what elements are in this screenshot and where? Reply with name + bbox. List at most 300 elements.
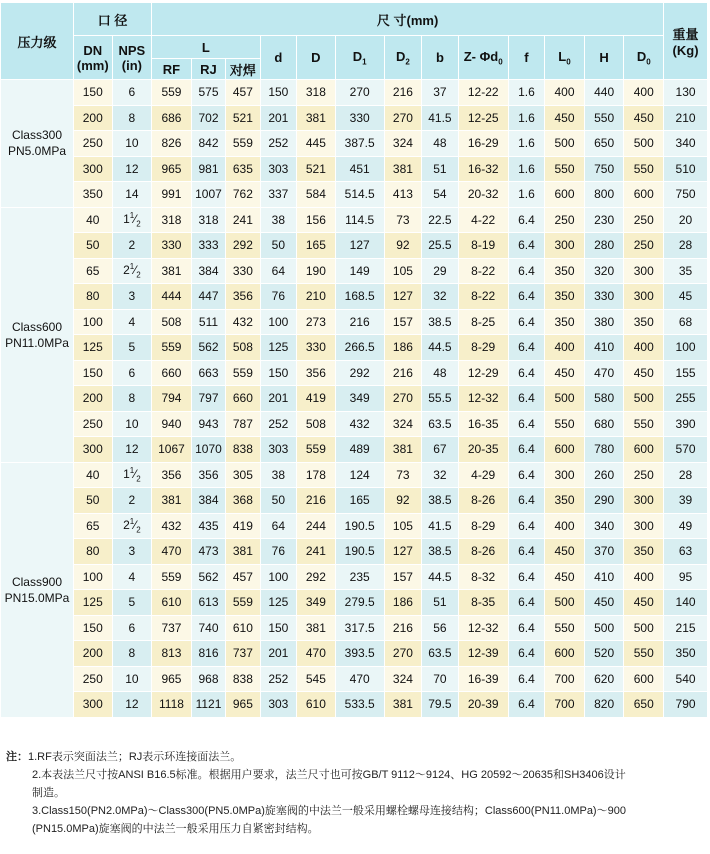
cell-d1: 266.5 [335,335,384,361]
cell-rf: 813 [152,641,192,667]
cell-dn: 125 [73,335,112,361]
table-row [1,131,708,157]
header-weight [664,3,708,80]
cell-d: 190 [297,258,336,284]
cell-d: 356 [297,360,336,386]
cell-b: 44.5 [422,335,458,361]
cell-z: 8-29 [458,335,508,361]
cell-weld: 457 [226,80,260,106]
cell-dn: 100 [73,564,112,590]
cell-nps [112,513,152,539]
cell-nps: 10 [112,411,152,437]
pressure-class-pn: PN5.0MPa [7,144,66,159]
cell-weld: 838 [226,437,260,463]
header-d-large: D [297,36,336,80]
cell-nps: 6 [112,80,152,106]
header-diameter-group: 口 径 [73,3,151,36]
cell-d: 252 [260,131,296,157]
cell-h: 230 [584,207,624,233]
header-weight-unit: (Kg) [672,43,699,58]
header-d1-sub: 1 [362,57,367,67]
cell-d: 241 [297,539,336,565]
cell-nps: 12 [112,692,152,718]
cell-f: 6.4 [508,564,544,590]
cell-z: 20-32 [458,182,508,208]
cell-h: 370 [584,539,624,565]
cell-h: 450 [584,590,624,616]
cell-d: 38 [260,207,296,233]
header-weight-label: 重量 [672,27,699,42]
cell-d0: 600 [624,182,664,208]
cell-nps: 8 [112,386,152,412]
header-z [458,36,508,80]
cell-b: 38.5 [422,488,458,514]
nps-fraction-denominator: 2 [136,219,141,229]
cell-d1: 393.5 [335,641,384,667]
cell-weld: 762 [226,182,260,208]
cell-l0: 550 [545,411,585,437]
cell-weld: 419 [226,513,260,539]
cell-d1: 330 [335,105,384,131]
cell-l0: 250 [545,207,585,233]
cell-nps: 3 [112,539,152,565]
cell-b: 55.5 [422,386,458,412]
nps-fraction-slash: ⁄ [134,212,137,227]
cell-d1: 533.5 [335,692,384,718]
cell-d: 292 [297,564,336,590]
cell-l0: 500 [545,386,585,412]
cell-l0: 600 [545,182,585,208]
cell-d: 150 [260,360,296,386]
header-nps-unit: (in) [121,57,142,73]
header-nps-label: NPS [118,42,146,58]
cell-l0: 350 [545,488,585,514]
cell-rf: 432 [152,513,192,539]
header-rf: RF [152,59,192,80]
cell-f: 6.4 [508,539,544,565]
cell-d: 303 [260,437,296,463]
cell-w: 570 [664,437,708,463]
table-row [1,615,708,641]
cell-h: 620 [584,666,624,692]
cell-nps: 2 [112,233,152,259]
cell-w: 255 [664,386,708,412]
cell-rj: 663 [191,360,225,386]
cell-w: 130 [664,80,708,106]
cell-h: 580 [584,386,624,412]
cell-f: 6.4 [508,437,544,463]
table-row [1,258,708,284]
cell-l0: 500 [545,590,585,616]
cell-dn: 100 [73,309,112,335]
cell-z: 12-32 [458,615,508,641]
cell-rj: 1121 [191,692,225,718]
cell-d: 470 [297,641,336,667]
cell-d: 100 [260,564,296,590]
cell-d0: 350 [624,309,664,335]
cell-nps: 4 [112,309,152,335]
cell-dn: 150 [73,80,112,106]
cell-nps [112,258,152,284]
cell-d0: 400 [624,564,664,590]
cell-weld: 381 [226,539,260,565]
cell-h: 290 [584,488,624,514]
cell-d1: 149 [335,258,384,284]
cell-d1: 190.5 [335,539,384,565]
cell-rj: 842 [191,131,225,157]
cell-f: 6.4 [508,258,544,284]
cell-b: 48 [422,131,458,157]
cell-d1: 127 [335,233,384,259]
cell-rf: 794 [152,386,192,412]
cell-rf: 470 [152,539,192,565]
cell-d0: 450 [624,105,664,131]
cell-d1: 432 [335,411,384,437]
header-d2-main: D [396,48,406,64]
cell-d1: 292 [335,360,384,386]
nps-fraction-slash: ⁄ [134,263,137,278]
cell-rf: 826 [152,131,192,157]
cell-f: 1.6 [508,80,544,106]
cell-d: 150 [260,615,296,641]
cell-d2: 381 [384,156,422,182]
cell-d: 50 [260,488,296,514]
cell-d: 318 [297,80,336,106]
cell-d0: 250 [624,462,664,488]
cell-f: 6.4 [508,411,544,437]
cell-dn: 350 [73,182,112,208]
header-d1 [335,36,384,80]
cell-w: 68 [664,309,708,335]
cell-w: 28 [664,233,708,259]
cell-h: 470 [584,360,624,386]
cell-d: 337 [260,182,296,208]
cell-nps: 14 [112,182,152,208]
cell-b: 41.5 [422,513,458,539]
cell-l0: 400 [545,335,585,361]
cell-b: 67 [422,437,458,463]
cell-d: 419 [297,386,336,412]
header-d0 [624,36,664,80]
cell-d2: 270 [384,105,422,131]
cell-f: 1.6 [508,182,544,208]
header-dn-unit: (mm) [76,57,109,73]
cell-d0: 250 [624,233,664,259]
cell-w: 49 [664,513,708,539]
cell-b: 70 [422,666,458,692]
cell-rj: 356 [191,462,225,488]
cell-z: 20-39 [458,692,508,718]
header-nps [112,36,152,80]
cell-d2: 216 [384,615,422,641]
cell-d: 244 [297,513,336,539]
cell-d1: 235 [335,564,384,590]
cell-z: 12-39 [458,641,508,667]
cell-l0: 550 [545,156,585,182]
cell-rj: 816 [191,641,225,667]
cell-d: 330 [297,335,336,361]
cell-w: 95 [664,564,708,590]
cell-z: 12-32 [458,386,508,412]
cell-z: 12-25 [458,105,508,131]
cell-w: 20 [664,207,708,233]
cell-rf: 737 [152,615,192,641]
cell-nps: 8 [112,641,152,667]
cell-weld: 787 [226,411,260,437]
cell-d: 252 [260,411,296,437]
pressure-class-name: Class900 [11,574,62,589]
cell-rj: 740 [191,615,225,641]
table-row [1,411,708,437]
note-3-cont: (PN15.0MPa)旋塞阀的中法兰一般采用压力自紧密封结构。 [32,823,319,835]
header-h: H [584,36,624,80]
dimension-table [0,2,708,718]
cell-f: 6.4 [508,207,544,233]
cell-d0: 400 [624,80,664,106]
cell-l0: 600 [545,641,585,667]
pressure-class-cell [1,207,74,462]
cell-rj: 575 [191,80,225,106]
table-row [1,488,708,514]
note-2-cont: 制造。 [32,787,65,799]
cell-d1: 470 [335,666,384,692]
cell-rj: 1007 [191,182,225,208]
table-row [1,105,708,131]
cell-f: 6.4 [508,386,544,412]
header-dn [73,36,112,80]
cell-z: 8-26 [458,539,508,565]
cell-d0: 550 [624,411,664,437]
cell-h: 680 [584,411,624,437]
cell-f: 1.6 [508,105,544,131]
table-row [1,182,708,208]
pressure-class-name: Class600 [11,319,62,334]
cell-d2: 381 [384,437,422,463]
nps-fraction-denominator: 2 [136,474,141,484]
cell-d2: 381 [384,692,422,718]
cell-rj: 1070 [191,437,225,463]
cell-f: 6.4 [508,590,544,616]
cell-d2: 157 [384,564,422,590]
cell-b: 79.5 [422,692,458,718]
cell-weld: 368 [226,488,260,514]
table-row [1,233,708,259]
cell-h: 330 [584,284,624,310]
cell-dn: 40 [73,462,112,488]
cell-weld: 292 [226,233,260,259]
cell-dn: 50 [73,233,112,259]
header-d2 [384,36,422,80]
cell-rf: 991 [152,182,192,208]
cell-h: 800 [584,182,624,208]
cell-l0: 700 [545,666,585,692]
cell-b: 48 [422,360,458,386]
note-1 [6,748,706,766]
cell-rf: 965 [152,666,192,692]
cell-rj: 981 [191,156,225,182]
cell-dn: 65 [73,258,112,284]
cell-f: 6.4 [508,233,544,259]
cell-d: 100 [260,309,296,335]
cell-d: 76 [260,284,296,310]
cell-d2: 105 [384,513,422,539]
cell-w: 510 [664,156,708,182]
cell-w: 100 [664,335,708,361]
cell-w: 155 [664,360,708,386]
cell-z: 8-35 [458,590,508,616]
cell-rf: 330 [152,233,192,259]
cell-d1: 270 [335,80,384,106]
cell-rf: 940 [152,411,192,437]
notes-label: 注： [6,751,28,763]
cell-z: 4-29 [458,462,508,488]
header-z-sub: 0 [498,57,503,67]
header-l: L [152,36,260,59]
cell-weld: 241 [226,207,260,233]
cell-d2: 186 [384,335,422,361]
cell-weld: 737 [226,641,260,667]
header-dn-label: DN [83,42,103,58]
cell-b: 32 [422,462,458,488]
cell-dn: 200 [73,386,112,412]
cell-rf: 356 [152,462,192,488]
cell-rf: 965 [152,156,192,182]
cell-d: 50 [260,233,296,259]
nps-fraction-denominator: 2 [136,525,141,535]
cell-l0: 400 [545,80,585,106]
cell-d0: 600 [624,437,664,463]
cell-h: 320 [584,258,624,284]
cell-nps: 5 [112,590,152,616]
cell-d: 559 [297,437,336,463]
nps-fraction-numerator: 1 [129,517,135,527]
table-row [1,462,708,488]
cell-d: 303 [260,692,296,718]
cell-w: 35 [664,258,708,284]
cell-d2: 324 [384,411,422,437]
cell-d2: 127 [384,284,422,310]
table-row [1,207,708,233]
cell-d2: 105 [384,258,422,284]
cell-d: 64 [260,513,296,539]
cell-d: 252 [260,666,296,692]
cell-nps: 12 [112,437,152,463]
note-2: 2.本表法兰尺寸按ANSI B16.5标准。根据用户要求，法兰尺寸也可按GB/T 9112～9124、HG 20592～20635和SH3406设计 [32,769,626,781]
cell-d2: 270 [384,386,422,412]
header-f: f [508,36,544,80]
cell-d2: 216 [384,80,422,106]
cell-rj: 447 [191,284,225,310]
cell-d0: 600 [624,666,664,692]
cell-d0: 500 [624,615,664,641]
header-weld: 对焊 [226,59,260,80]
cell-d1: 451 [335,156,384,182]
cell-rj: 333 [191,233,225,259]
cell-nps: 10 [112,666,152,692]
cell-d1: 317.5 [335,615,384,641]
header-l0-sub: 0 [566,57,571,67]
cell-h: 650 [584,131,624,157]
cell-rf: 559 [152,80,192,106]
cell-b: 38.5 [422,309,458,335]
cell-rf: 381 [152,488,192,514]
cell-h: 750 [584,156,624,182]
cell-b: 44.5 [422,564,458,590]
cell-dn: 150 [73,615,112,641]
cell-b: 37 [422,80,458,106]
pressure-class-cell [1,80,74,208]
pressure-class-name: Class300 [11,128,62,143]
cell-nps: 10 [112,131,152,157]
cell-b: 32 [422,284,458,310]
nps-fraction-slash: ⁄ [134,518,137,533]
cell-l0: 450 [545,564,585,590]
nps-whole: 2 [123,263,130,278]
cell-rf: 559 [152,564,192,590]
cell-b: 51 [422,590,458,616]
cell-d1: 489 [335,437,384,463]
cell-rj: 968 [191,666,225,692]
cell-h: 780 [584,437,624,463]
table-row [1,437,708,463]
cell-z: 16-29 [458,131,508,157]
cell-f: 1.6 [508,131,544,157]
cell-nps: 5 [112,335,152,361]
cell-f: 6.4 [508,488,544,514]
cell-l0: 350 [545,258,585,284]
cell-d: 201 [260,641,296,667]
cell-b: 25.5 [422,233,458,259]
table-row [1,284,708,310]
cell-w: 350 [664,641,708,667]
cell-d1: 114.5 [335,207,384,233]
cell-f: 6.4 [508,641,544,667]
cell-dn: 40 [73,207,112,233]
cell-b: 63.5 [422,411,458,437]
cell-weld: 635 [226,156,260,182]
cell-nps [112,207,152,233]
cell-dn: 50 [73,488,112,514]
cell-f: 6.4 [508,462,544,488]
cell-d0: 300 [624,258,664,284]
table-row [1,513,708,539]
table-row [1,666,708,692]
table-row [1,335,708,361]
cell-rf: 610 [152,590,192,616]
cell-weld: 432 [226,309,260,335]
cell-dn: 80 [73,539,112,565]
cell-w: 28 [664,462,708,488]
header-b: b [422,36,458,80]
cell-w: 39 [664,488,708,514]
cell-z: 16-39 [458,666,508,692]
cell-nps: 4 [112,564,152,590]
nps-fraction-slash: ⁄ [134,467,137,482]
cell-d0: 450 [624,360,664,386]
cell-h: 500 [584,615,624,641]
cell-nps: 2 [112,488,152,514]
cell-l0: 300 [545,233,585,259]
cell-d1: 387.5 [335,131,384,157]
cell-weld: 521 [226,105,260,131]
cell-h: 550 [584,105,624,131]
cell-d1: 349 [335,386,384,412]
cell-weld: 660 [226,386,260,412]
cell-l0: 300 [545,462,585,488]
cell-w: 45 [664,284,708,310]
cell-h: 440 [584,80,624,106]
cell-nps: 3 [112,284,152,310]
